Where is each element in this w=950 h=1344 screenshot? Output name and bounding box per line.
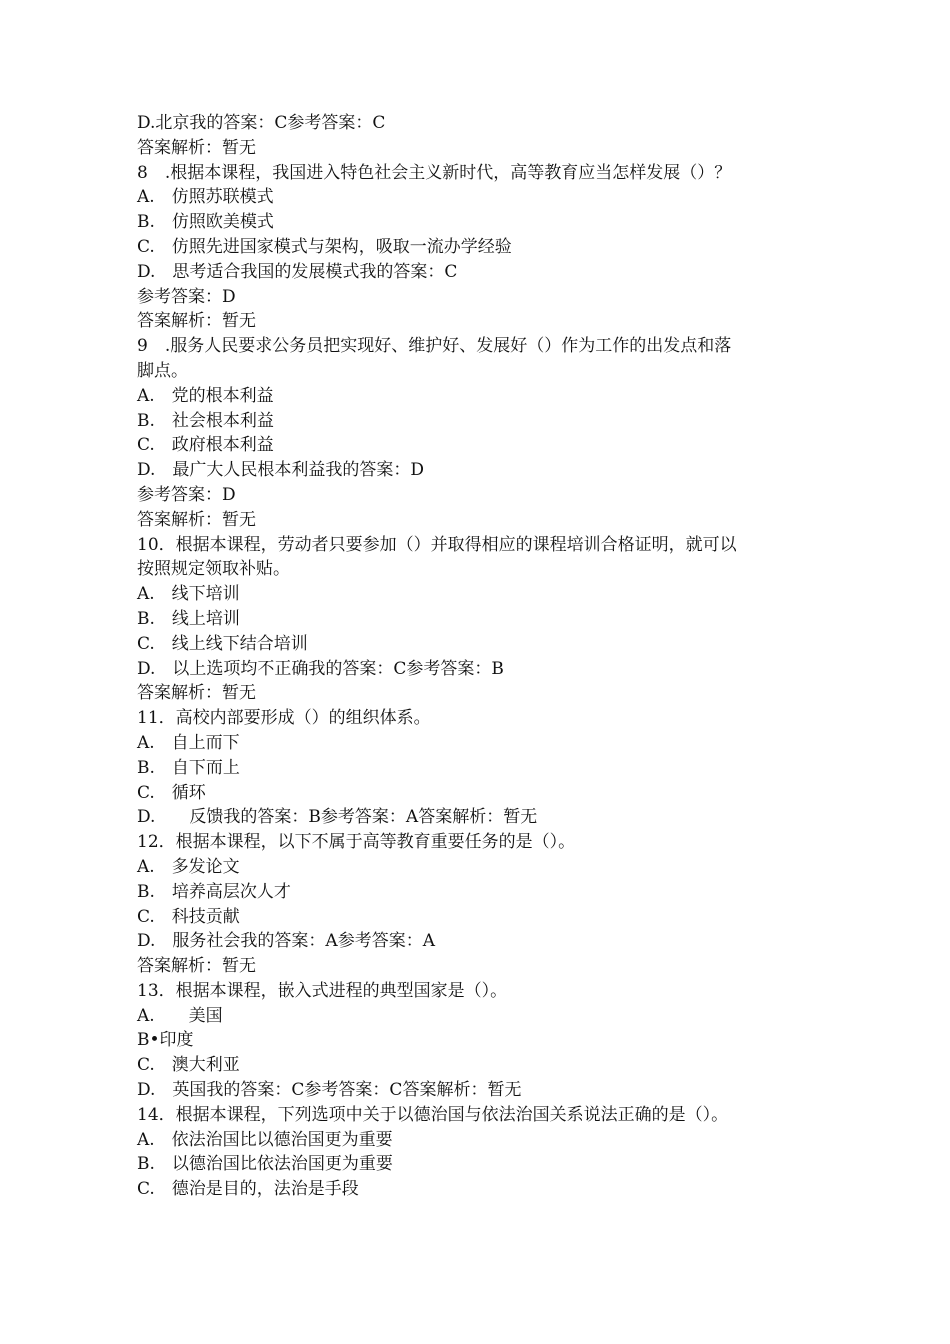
question-10-stem: 10．根据本课程，劳动者只要参加（）并取得相应的课程培训合格证明，就可以	[137, 534, 737, 555]
question-10-option-d: D. 以上选项均不正确我的答案：C参考答案：B	[137, 658, 504, 679]
question-10-stem-continued: 按照规定领取补贴。	[137, 559, 290, 580]
question-12-option-a: A. 多发论文	[137, 856, 240, 877]
question-13-option-b: B•印度	[137, 1030, 194, 1051]
question-8-reference-answer: 参考答案：D	[137, 286, 236, 307]
question-12-option-c: C. 科技贡献	[137, 906, 240, 927]
question-13-option-d: D. 英国我的答案：C参考答案：C答案解析：暂无	[137, 1080, 522, 1101]
question-13-option-a: A. 美国	[137, 1005, 223, 1026]
question-9-reference-answer: 参考答案：D	[137, 484, 236, 505]
question-14-option-b: B. 以德治国比依法治国更为重要	[137, 1154, 393, 1175]
question-13-stem: 13．根据本课程，嵌入式进程的典型国家是（）。	[137, 980, 508, 1001]
question-9-stem-continued: 脚点。	[137, 360, 188, 381]
question-8-explanation: 答案解析：暂无	[137, 311, 256, 332]
question-10-option-b: B. 线上培训	[137, 608, 240, 629]
question-11-option-c: C. 循环	[137, 782, 206, 803]
question-14-stem: 14．根据本课程，下列选项中关于以德治国与依法治国关系说法正确的是（）。	[137, 1104, 729, 1125]
question-12-option-b: B. 培养高层次人才	[137, 881, 291, 902]
question-13-option-c: C. 澳大利亚	[137, 1055, 240, 1076]
question-11-option-d: D. 反馈我的答案：B参考答案：A答案解析：暂无	[137, 807, 538, 828]
question-11-option-a: A. 自上而下	[137, 732, 240, 753]
question-14-option-a: A. 依法治国比以德治国更为重要	[137, 1129, 393, 1150]
question-12-stem: 12．根据本课程，以下不属于高等教育重要任务的是（）。	[137, 832, 576, 853]
question-9-explanation: 答案解析：暂无	[137, 509, 256, 530]
question-14-option-c: C. 德治是目的，法治是手段	[137, 1179, 359, 1200]
question-8-stem: 8 .根据本课程，我国进入特色社会主义新时代，高等教育应当怎样发展（）？	[137, 162, 732, 183]
question-9-option-c: C. 政府根本利益	[137, 435, 274, 456]
text-line: D.北京我的答案：C参考答案：C	[137, 113, 386, 133]
question-9-option-b: B. 社会根本利益	[137, 410, 274, 431]
question-8-option-d: D. 思考适合我国的发展模式我的答案：C	[137, 261, 458, 282]
question-10-option-a: A. 线下培训	[137, 584, 240, 605]
question-8-option-b: B. 仿照欧美模式	[137, 212, 274, 233]
document-page	[137, 111, 827, 1202]
question-11-stem: 11．高校内部要形成（）的组织体系。	[137, 708, 431, 729]
question-10-explanation: 答案解析：暂无	[137, 683, 256, 704]
question-9-option-d: D. 最广大人民根本利益我的答案：D	[137, 460, 425, 481]
question-9-option-a: A. 党的根本利益	[137, 385, 274, 406]
text-line: 答案解析：暂无	[137, 137, 256, 158]
question-11-option-b: B. 自下而上	[137, 757, 240, 778]
question-12-option-d: D. 服务社会我的答案：A参考答案：A	[137, 931, 435, 952]
question-9-stem: 9 .服务人民要求公务员把实现好、维护好、发展好（）作为工作的出发点和落	[137, 336, 732, 357]
question-12-explanation: 答案解析：暂无	[137, 956, 256, 977]
question-10-option-c: C. 线上线下结合培训	[137, 633, 308, 654]
question-8-option-c: C. 仿照先进国家模式与架构，吸取一流办学经验	[137, 236, 512, 257]
question-8-option-a: A. 仿照苏联模式	[137, 187, 274, 208]
